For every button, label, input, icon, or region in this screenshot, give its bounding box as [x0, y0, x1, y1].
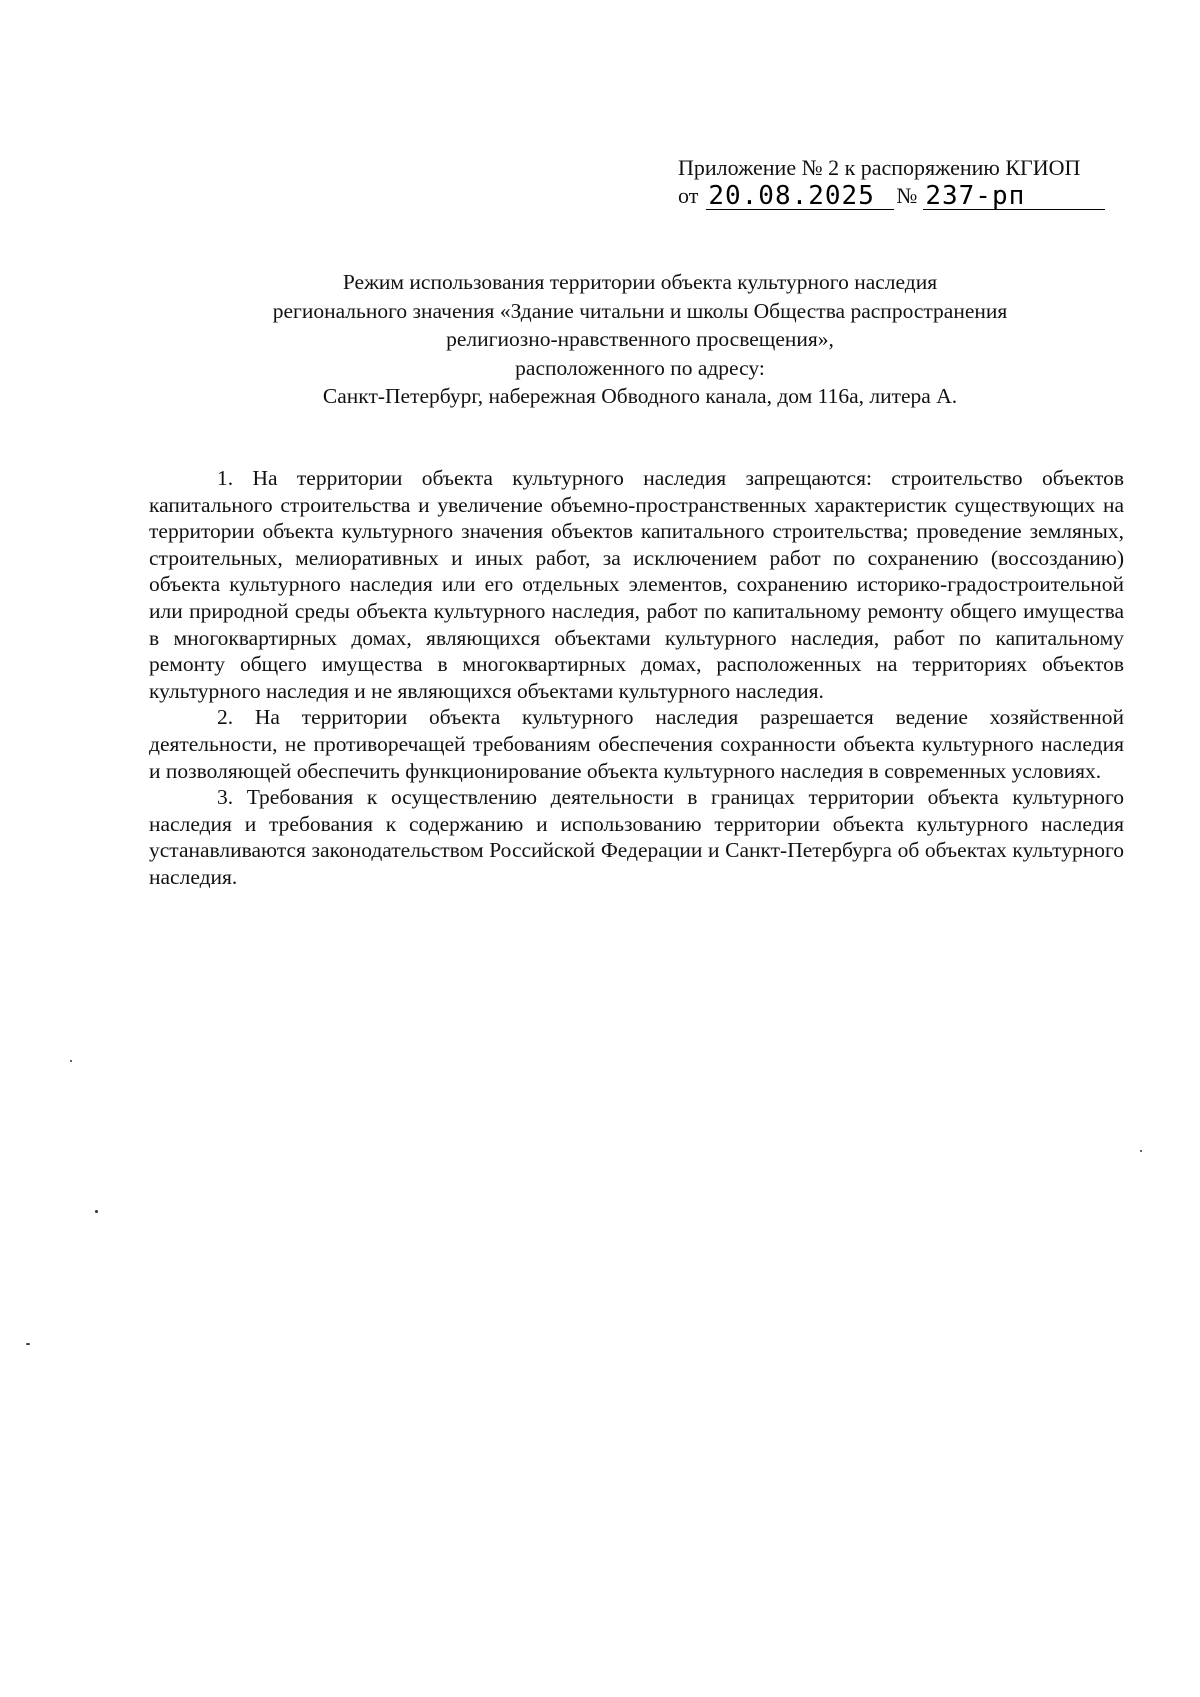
handwritten-order-number: 237-рп	[923, 183, 1105, 210]
order-reference	[678, 182, 1138, 210]
title-line: расположенного по адресу:	[515, 355, 765, 380]
title-line: регионального значения «Здание читальни и школы Общества распространения	[272, 298, 1008, 323]
paragraph-1: 1. На территории объекта культурного наследия запрещаются: строительство объектов капитального строительства и увеличение объемно-пространственных характеристик существующих на территории объекта культурного значения объектов капитального строительства; проведение земляных, строительных, мелиоративных и иных работ, за исключением работ по сохранению (воссозданию) объекта культурного наследия или его отдельных элементов, сохранению историко-градостроительной или природной среды объекта культурного наследия, работ по капитальному ремонту общего имущества в многоквартирных домах, являющихся объектами культурного наследия, работ по капитальному ремонту общего имущества в многоквартирных домах, расположенных на территориях объектов культурного наследия и не являющихся объектами культурного наследия.	[149, 466, 1124, 703]
scan-speck	[95, 1210, 98, 1213]
paragraph-2: 2. На территории объекта культурного наследия разрешается ведение хозяйственной деятельности, не противоречащей требованиям обеспечения сохранности объекта культурного наследия и позволяющей обеспечить функционирование объекта культурного наследия в современных условиях.	[149, 705, 1124, 783]
address-line: Санкт-Петербург, набережная Обводного канала, дом 116а, литера А.	[322, 384, 958, 408]
document-title	[200, 268, 1080, 411]
appendix-header	[678, 154, 1138, 210]
number-label: №	[896, 183, 918, 208]
title-line: Режим использования территории объекта культурного наследия	[342, 270, 938, 294]
document-body	[149, 465, 1124, 891]
scan-speck	[1140, 1150, 1142, 1152]
handwritten-date: 20.08.2025	[706, 183, 894, 210]
scan-speck	[26, 1343, 30, 1345]
paragraph-3: 3. Требования к осуществлению деятельности в границах территории объекта культурного наследия и требования к содержанию и использованию территории объекта культурного наследия устанавливаются законодательством Российской Федерации и Санкт-Петербурга об объектах культурного наследия.	[149, 785, 1124, 889]
appendix-line: Приложение № 2 к распоряжению КГИОП	[678, 155, 1081, 180]
title-line: религиозно-нравственного просвещения»,	[446, 327, 834, 351]
scan-speck	[70, 1060, 72, 1062]
from-label: от	[678, 183, 699, 208]
